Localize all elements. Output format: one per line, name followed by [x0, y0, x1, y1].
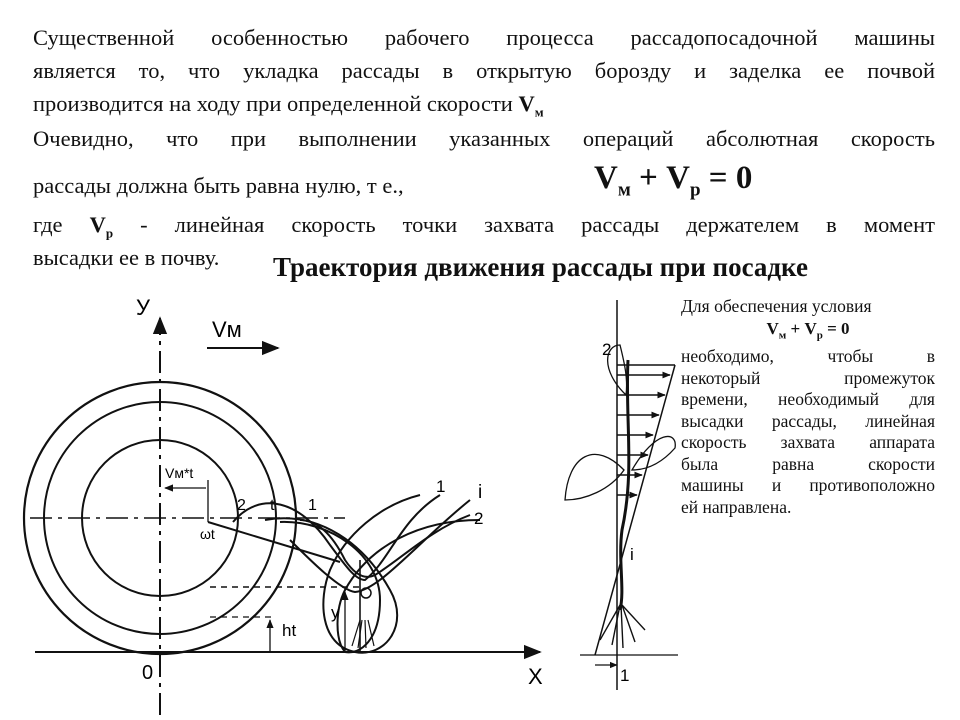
- plant-velocity-diagram: [560, 296, 680, 696]
- curve-label-2: 2: [474, 509, 484, 528]
- label-1: 1: [308, 497, 317, 514]
- plant-label-1: 1: [620, 666, 630, 685]
- side-formula: $V_м + V_р = 0$: [766, 318, 850, 341]
- plant-label-2: 2: [602, 340, 612, 359]
- curve-label-1: 1: [436, 477, 446, 496]
- origin-label: 0: [142, 662, 154, 684]
- vm-label: Vм: [212, 317, 242, 342]
- ht-label: ht: [282, 621, 297, 640]
- paragraph-2-line-2: рассады должна быть равна нулю, т е.,: [33, 173, 404, 198]
- trajectory-curve-i: [290, 500, 470, 592]
- label-t: t: [270, 497, 275, 514]
- diagram-title: Траектория движения рассады при посадке: [273, 252, 808, 282]
- label-2: 2: [237, 497, 246, 514]
- plant-leaf-left: [565, 454, 624, 500]
- paragraph-1-line-3: производится на ходу при определенной скорости $V_м$: [33, 91, 544, 120]
- paragraph-3-line-1: где $V_р$ - линейная скорость точки захвата рассады держателем в момент: [33, 212, 936, 241]
- y-axis-label: У: [136, 295, 150, 320]
- y-marker-label: у: [331, 603, 340, 622]
- vmt-label: Vм*t: [165, 465, 194, 481]
- plant-roots-small: [352, 620, 374, 648]
- curve-label-i: i: [478, 482, 483, 503]
- plant-stem: [620, 360, 629, 610]
- side-note: Для обеспечения условия $V_м + V_р = 0$ необходимо, чтобы в некоторый промежуток времени, необходимый для высадки рассады, линейная скорость захвата аппарата была равна скорости машины и противоположно ей направлена.: [681, 296, 935, 517]
- paragraph-1-line-1: Существенной особенностью рабочего процесса рассадопосадочной машины: [33, 25, 935, 50]
- velocity-slope: [595, 365, 675, 655]
- wt-label: ωt: [200, 526, 215, 542]
- x-axis-label: X: [528, 664, 543, 689]
- paragraph-2-line-1: Очевидно, что при выполнении указанных операций абсолютная скорость: [33, 126, 935, 151]
- main-formula: $V_м + V_р = 0$: [594, 160, 753, 201]
- trajectory-diagram: [0, 290, 580, 720]
- plant-label-i: i: [630, 545, 634, 564]
- paragraph-3-line-2: высадки ее в почву.: [33, 245, 220, 270]
- trajectory-loop-right: [280, 520, 480, 652]
- paragraph-1-line-2: является то, что укладка рассады в открытую борозду и заделка ее почвой: [33, 58, 935, 83]
